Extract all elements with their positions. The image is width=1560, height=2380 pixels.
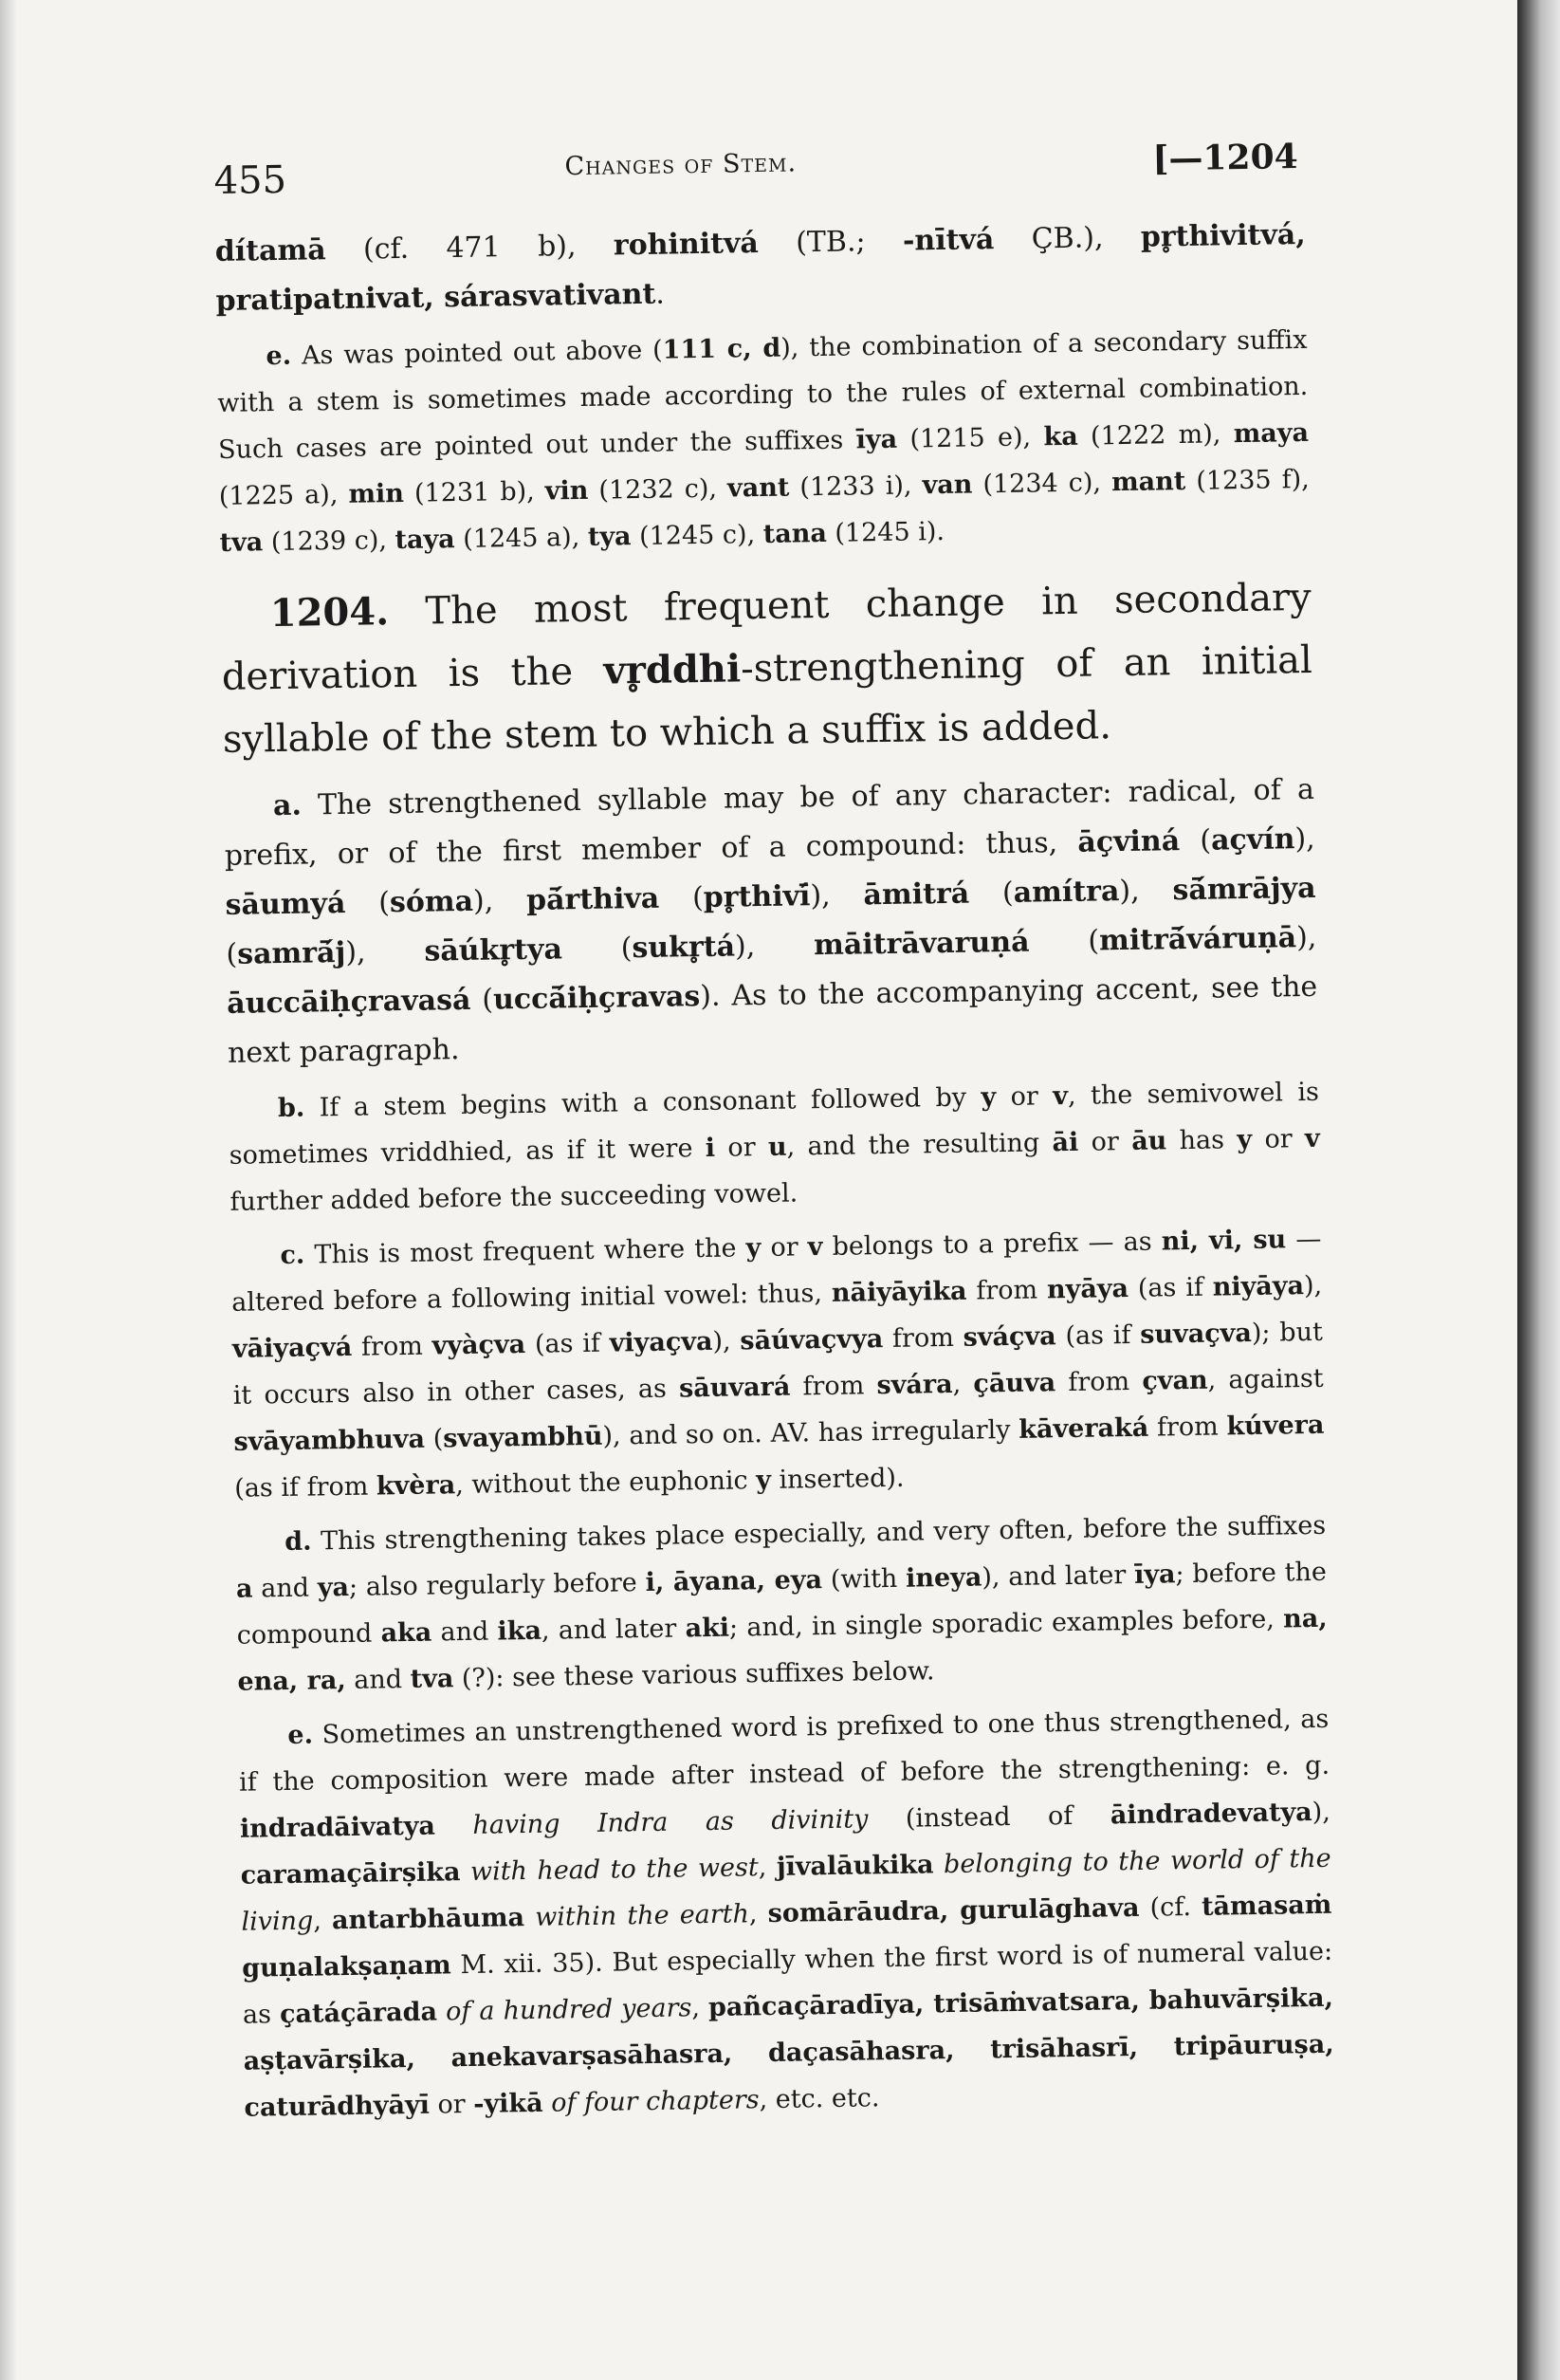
page-shadow <box>0 0 17 2380</box>
book-binding-edge <box>1517 0 1560 2380</box>
page-number: 455 <box>213 157 287 203</box>
paragraph-intro: dítamā (cf. 471 b), rohinitvá (TB.; -nītvá ÇB.), pr̥thivitvá, pratipatnivat, sárasvativant. <box>214 217 1306 318</box>
section-number: 1204. <box>269 589 390 637</box>
paragraph-b: b. If a stem begins with a consonant followed by y or v, the semivowel is sometimes vriddhied, as if it were i or u, and the resulting āi or āu has y or v further added before the succeeding vowel. <box>229 1077 1320 1217</box>
section-1204-paragraph: 1204. The most frequent change in secondary derivation is the vr̥ddhi-strengthening of an initial syllable of the stem to which a suffix is added. <box>221 575 1313 762</box>
running-title: Changes of Stem. <box>564 148 798 182</box>
paragraph-c: c. This is most frequent where the y or v belongs to a prefix — as ni, vi, su — altered before a following initial vowel: thus, nāiyāyika from nyāya (as if niyāya), vāiyaçvá from vyàçva (as if viyaçva), sāúvaçvya from sváçva (as if suvaçva); but it occurs also in other cases, as sāuvará from svára, çāuva from çvan, against svāyambhuva (svayambhū), and so on. AV. has irregularly kāveraká from kúvera (as if from kvèra, without the euphonic y inserted). <box>230 1224 1325 1504</box>
page-header <box>213 125 1305 228</box>
paragraph-d: d. This strengthening takes place especially, and very often, before the suffixes a and ya; also regularly before i, āyana, eya (with ineya), and later īya; before the compound aka and ika, and later aki; and, in single sporadic examples before, na, ena, ra, and tva (?): see these various suffixes below. <box>235 1510 1328 1697</box>
paragraph-e-unstrengthened-prefix: e. Sometimes an unstrengthened word is prefixed to one thus strengthened, as if the composition were made after instead of before the strengthening: e. g. indradāivatya having Indra as divinity (instead of āindradevatya), caramaçāirṣika with head to the west, jīvalāukika belonging to the world of the living, antarbhāuma within the earth, somārāudra, gurulāghava (cf. tāmasaṁ guṇalakṣaṇam M. xii. 35). But especially when the first word is of numeral value: as çatáçārada of a hundred years, pañcaçāradīya, trisāṁvatsara, bahuvārṣika, aṣṭavārṣika, anekavarṣasāhasra, daçasāhasra, trisāhasrī, tripāuruṣa, caturādhyāyī or -yikā of four chapters, etc. etc. <box>238 1704 1334 2123</box>
paragraph-a: a. The strengthened syllable may be of any character: radical, of a prefix, or of the first member of a compound: thus, āçviná (açvín), sāumyá (sóma), pā́rthiva (pr̥thivī́), āmitrá (amítra), sā́mrājya (samrā́j), sāúkr̥tya (sukr̥tá), māitrāvaruṇá (mitrā́váruṇā), āuccāiḥçravasá (uccā́iḥçravas). As to the accompanying accent, see the next paragraph. <box>224 772 1318 1070</box>
section-reference: [—1204 <box>1152 137 1298 179</box>
paragraph-e-external-combination: e. As was pointed out above (111 c, d), the combination of a secondary suffix with a stem is sometimes made according to the rules of external combination. Such cases are pointed out under the suffixes īya (1215 e), ka (1222 m), maya (1225 a), min (1231 b), vin (1232 c), vant (1233 i), van (1234 c), mant (1235 f), tva (1239 c), taya (1245 a), tya (1245 c), tana (1245 i). <box>217 324 1310 558</box>
page-content <box>213 125 1335 2139</box>
